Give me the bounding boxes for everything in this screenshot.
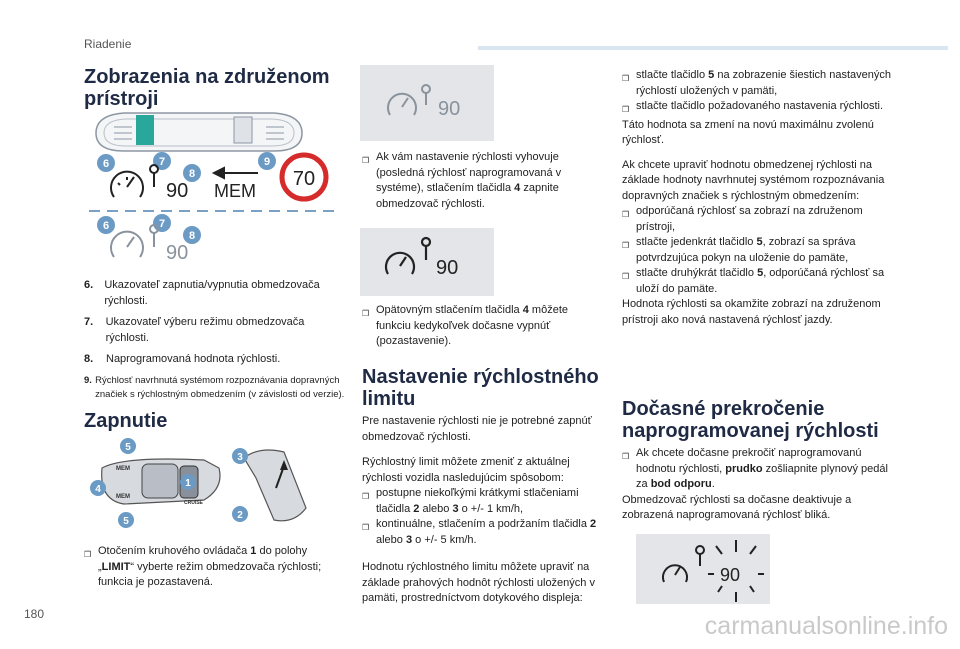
legend-item: 7. Ukazovateľ výberu režimu obmedzovača rýchlosti.: [84, 316, 305, 344]
display-panel-active: [360, 228, 494, 296]
stalk-mem-label-top: MEM: [116, 466, 130, 472]
zapnutie-bullet: ❒ Otočením kruhového ovládača 1 do polohy „LIMIT“ vyberte režim obmedzovača rýchlosti; funkcia je pozastavená.: [84, 544, 346, 591]
step-bullet: ❒ stlačte druhýkrát tlačidlo 5, odporúčaná rýchlosť sa uloží do pamäte.: [622, 266, 892, 297]
bullet-icon: ❒: [622, 105, 630, 114]
legend-list: [84, 278, 346, 408]
svg-text:2: 2: [237, 510, 243, 521]
step-bullet: ❒ odporúčaná rýchlosť sa zobrazí na združenom prístroji,: [622, 204, 892, 235]
watermark: carmanualsonline.info: [704, 612, 948, 640]
step-bullet: ❒ stlačte tlačidlo 5 na zobrazenie šiestich nastavených rýchlostí uložených v pamäti,: [622, 68, 892, 99]
speed-sign-icon: [282, 155, 326, 199]
bullet-icon: ❒: [622, 272, 630, 281]
svg-text:7: 7: [158, 218, 166, 230]
svg-text:90: 90: [720, 565, 741, 585]
svg-text:3: 3: [237, 452, 243, 463]
bullet-icon: ❒: [622, 210, 630, 219]
step-bullet: ❒ stlačte tlačidlo požadovaného nastavenia rýchlosti.: [622, 99, 892, 118]
dial-strip-icon: [96, 113, 302, 151]
exceed-text: ❒ Ak chcete dočasne prekročiť naprogramovanú hodnotu rýchlosti, prudko zošliapnite plynový pedál za bod odporu. Obmedzovač rýchlosti sa dočasne deaktivuje a zobrazená naprogramovaná rýchlosť bliká.: [622, 446, 894, 524]
set-limit-text: Pre nastavenie rýchlosti nie je potrebné zapnúť obmedzovač rýchlosti. Rýchlostný limit môžete zmeniť z aktuálnej rýchlosti vozidla nasledujúcim spôsobom: ❒ postupne niekoľkými krátkymi stlačeniami tlačidla 2 alebo 3 o +/- 1 km/h, ❒ kontinuálne, stlačením a podržaním tlačidla 2 alebo 3 o +/- 5 km/h. Hodnotu rýchlostného limitu môžete upraviť na základe prahových hodnôt rýchlosti uložených v pamäti, prostredníctvom dotykového displeja:: [362, 414, 612, 607]
page-number: 180: [24, 607, 45, 621]
stalk-marker-2: [232, 506, 248, 522]
programmed-speed-value: 90: [166, 180, 189, 202]
pause-bullet: ❒ Opätovným stlačením tlačidla 4 môžete funkciu kedykoľvek dočasne vypnúť (pozastavenie).: [362, 303, 602, 350]
svg-text:4: 4: [95, 484, 101, 495]
step-bullet: ❒ stlačte jedenkrát tlačidlo 5, zobrazí sa správa potvrdzujúca pokyn na uloženie do pamäte,: [622, 235, 892, 266]
svg-text:70: 70: [292, 168, 316, 190]
step-bullet: ❒ Ak chcete dočasne prekročiť naprogramovanú hodnotu rýchlosti, prudko zošliapnite plynový pedál za bod odporu.: [622, 446, 894, 493]
heading-temporary-exceed: Dočasné prekročenie naprogramovanej rýchlosti: [622, 398, 879, 442]
arrow-left-icon: [214, 168, 258, 178]
bullet-icon: ❒: [362, 492, 370, 501]
legend-item: 6. Ukazovateľ zapnutia/vypnutia obmedzovača rýchlosti.: [84, 279, 320, 307]
diagram-marker-7-lower: [153, 214, 171, 232]
heading-zapnutie: Zapnutie: [84, 410, 168, 432]
diagram-marker-6-lower: [97, 216, 115, 234]
diagram-marker-9: [258, 152, 276, 170]
svg-text:7: 7: [158, 156, 166, 168]
speed-limiter-dim-icon: [111, 225, 158, 257]
stalk-marker-5-bottom: [118, 512, 134, 528]
stalk-marker-4: [90, 480, 106, 496]
programmed-speed-dim-value: 90: [166, 242, 189, 264]
speed-limiter-active-icon: [386, 238, 430, 274]
svg-text:1: 1: [185, 478, 191, 489]
activate-bullet: ❒ Ak vám nastavenie rýchlosti vyhovuje (posledná rýchlosť naprogramovaná v systéme), stlačením tlačidla 4 zapnite obmedzovač rýchlosti.: [362, 150, 602, 212]
step-bullet: ❒ kontinuálne, stlačením a podržaním tlačidla 2 alebo 3 o +/- 5 km/h.: [362, 517, 612, 548]
heading-cluster-displays: Zobrazenia na združenom prístroji: [84, 66, 330, 110]
section-label: Riadenie: [84, 37, 132, 51]
speed-limiter-icon: [111, 165, 158, 197]
stalk-marker-3: [232, 448, 248, 464]
svg-text:9: 9: [263, 156, 271, 168]
stalk-marker-5-top: [120, 438, 136, 454]
svg-text:90: 90: [436, 257, 459, 279]
svg-text:6: 6: [102, 220, 110, 232]
svg-text:8: 8: [188, 230, 196, 242]
display-panel-inactive: [360, 65, 494, 141]
memory-steps: ❒ stlačte tlačidlo 5 na zobrazenie šiestich nastavených rýchlostí uložených v pamäti, ❒ stlačte tlačidlo požadovaného nastavenia rýchlosti. Táto hodnota sa zmení na novú maximálnu zvolenú rýchlosť. Ak chcete upraviť hodnotu obmedzenej rýchlosti na základe hodnoty navrhnutej systémom rozpoznávania dopravných značiek s rýchlostným obmedzením: ❒ odporúčaná rýchlosť sa zobrazí na združenom prístroji, ❒ stlačte jedenkrát tlačidlo 5, zobrazí sa správa potvrdzujúca pokyn na uloženie do pamäte, ❒ stlačte druhýkrát tlačidlo 5, odporúčaná rýchlosť sa uloží do pamäte. Hodnota rýchlosti sa okamžite zobrazí na združenom prístroji ako nová nastavená rýchlosť jazdy.: [622, 69, 891, 326]
display-panel-blinking: [636, 534, 770, 604]
bullet-icon: ❒: [622, 241, 630, 250]
step-bullet: ❒ postupne niekoľkými krátkymi stlačeniami tlačidla 2 alebo 3 o +/- 1 km/h,: [362, 486, 612, 517]
header-rule: [478, 46, 948, 50]
svg-text:5: 5: [125, 442, 131, 453]
svg-text:90: 90: [438, 98, 461, 120]
bullet-icon: ❒: [362, 309, 370, 318]
bullet-icon: ❒: [622, 452, 630, 461]
bullet-icon: ❒: [84, 550, 92, 559]
stalk-mem-label-bottom: MEM: [116, 494, 130, 500]
speed-limiter-inactive-icon: [388, 85, 430, 115]
svg-text:8: 8: [188, 168, 196, 180]
bullet-icon: ❒: [362, 156, 370, 165]
legend-item: 9. Rýchlosť navrhnutá systémom rozpoznávania dopravných značiek s rýchlostným obmedzením (v závislosti od verzie).: [84, 374, 345, 400]
heading-set-limit: Nastavenie rýchlostného limitu: [362, 366, 599, 410]
bullet-icon: ❒: [362, 523, 370, 532]
svg-text:5: 5: [123, 516, 129, 527]
stalk-marker-1: [180, 474, 196, 490]
svg-text:6: 6: [102, 158, 110, 170]
diagram-marker-7: [153, 152, 171, 170]
legend-item: 8. Naprogramovaná hodnota rýchlosti.: [84, 353, 281, 365]
mem-label: MEM: [214, 181, 256, 201]
stalk-cruise-label: CRUISE: [184, 500, 203, 506]
speed-limiter-blinking-icon: [663, 546, 704, 582]
stalk-diagram: [84, 438, 346, 530]
cluster-diagram: [84, 105, 346, 265]
bullet-icon: ❒: [622, 74, 630, 83]
diagram-marker-6: [97, 154, 115, 172]
